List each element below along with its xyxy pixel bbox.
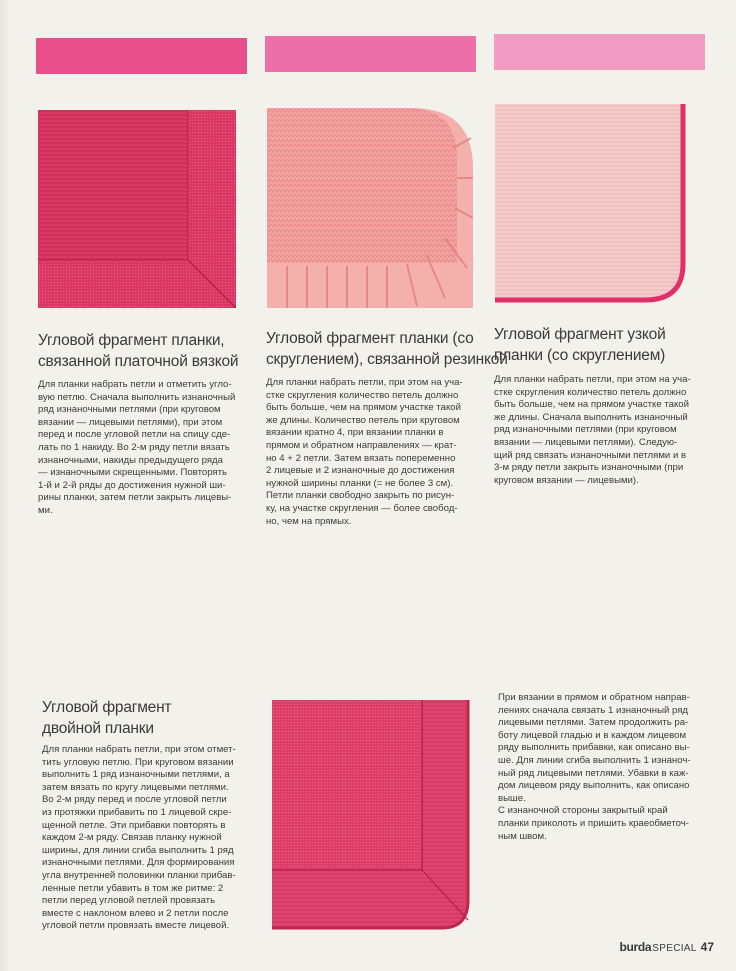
body-line: щенной петле. Эти прибавки повторять в: [42, 819, 226, 831]
body-line: 3-м ряду петли закрыть изнаночными (при: [494, 462, 684, 474]
brand-special: SPECIAL: [652, 943, 697, 954]
body-line: боту лицевой гладью и в каждом лицевом: [498, 729, 687, 741]
body-narrow-rounded: [494, 374, 708, 487]
body-line: планки приколоть и пришить краеобметоч-: [498, 817, 689, 829]
body-line: ряду выполнить прибавки, как описано вы-: [498, 742, 690, 754]
heading-narrow-rounded: [494, 324, 714, 366]
body-double-band: [42, 744, 256, 933]
body-line: ряд изнаночными петлями (при круговом: [494, 424, 677, 436]
body-line: рины планки, затем петли закрыть лицевы-: [38, 492, 232, 504]
body-line: Для планки набрать петли, при этом на уча-: [494, 374, 691, 385]
heading-line: Угловой фрагмент планки,: [38, 332, 225, 349]
color-bar-3: [494, 34, 705, 70]
body-line: тить угловую петлю. При круговом вязании: [42, 756, 234, 768]
body-line: быть больше, чем на прямом участке такой: [494, 399, 689, 411]
swatch-double-band: [272, 700, 478, 934]
body-line: круговом вязании — лицевыми).: [494, 474, 639, 486]
page-gutter-shadow: [0, 0, 10, 971]
body-line: выше.: [498, 792, 526, 804]
color-bar-1: [36, 38, 247, 74]
body-line: вязании — лицевыми петлями). Следую-: [494, 436, 678, 448]
body-garter-corner: [38, 379, 244, 518]
body-line: перед и после угловой петли на спицу сде-: [38, 429, 231, 441]
body-line: быть больше, чем на прямом участке такой: [266, 402, 461, 414]
body-line: 2 лицевые и 2 изнаночные до достижения: [266, 465, 455, 477]
body-line: Для планки набрать петли, при этом на уча-: [266, 377, 463, 388]
body-line: ряд изнаночными петлями (при круговом: [38, 404, 221, 416]
body-line: Для планки набрать петли, при этом отмет-: [42, 744, 236, 755]
body-line: вую петлю. Сначала выполнить изнаночный: [38, 391, 236, 403]
body-line: ми.: [38, 504, 53, 516]
body-line: из протяжки прибавить по 1 лицевой скре-: [42, 806, 232, 818]
body-line: 1-й и 2-й ряды до достижения нужной ши-: [38, 479, 226, 491]
body-double-band-continued: [498, 692, 712, 843]
body-line: лицевыми петлями. Затем продолжить ра-: [498, 717, 689, 729]
body-line: прямом и обратном направлениях — крат-: [266, 439, 457, 451]
body-line: изнаночными петлями. Для формирования: [42, 857, 235, 869]
body-line: Для планки набрать петли и отметить угло-: [38, 379, 232, 390]
body-line: При вязании в прямом и обратном направ-: [498, 692, 690, 703]
body-line: лать по 1 накиду. Во 2-м ряду петли вязать: [38, 441, 230, 453]
body-line: Во 2-м ряду перед и после угловой петли: [42, 794, 227, 806]
heading-line: планки (со скруглением): [494, 347, 666, 364]
body-line: вязании кратно 4, при вязании планки в: [266, 427, 444, 439]
page-footer: [619, 940, 714, 954]
body-line: ширины, для линии сгиба выполнить 1 ряд: [42, 844, 234, 856]
heading-line: двойной планки: [42, 720, 154, 737]
swatch-garter-corner: [38, 110, 236, 308]
body-line: ный ряд лицевыми петлями. Убавки в каж-: [498, 767, 689, 779]
heading-garter-corner: [38, 330, 248, 372]
heading-line: Угловой фрагмент планки (со: [266, 330, 474, 347]
swatch-narrow-rounded: [495, 104, 691, 304]
heading-line: связанной платочной вязкой: [38, 353, 239, 370]
body-line: же длины. Количество петель при круговом: [266, 414, 460, 426]
body-line: угловой петли провязать вместе лицевой.: [42, 920, 230, 932]
body-line: С изнаночной стороны закрытый край: [498, 805, 668, 817]
color-bar-2: [265, 36, 476, 72]
body-line: петли перед угловой петлей провязать: [42, 895, 216, 907]
swatch-ribbed-rounded: [267, 108, 473, 318]
heading-line: скруглением), связанной резинкой: [266, 351, 508, 368]
heading-double-band: [42, 697, 252, 739]
body-line: Петли планки свободно закрыть по рисун-: [266, 490, 455, 502]
body-line: каждом 2-м ряду. Связав планку нужной: [42, 832, 222, 844]
body-line: вместе с наклоном влево и 2 петли после: [42, 907, 229, 919]
body-line: стке скругления количество петель должно: [266, 389, 459, 401]
brand-logo: burda: [619, 940, 652, 954]
body-line: — изнаночными скрещенными. Повторять: [38, 467, 228, 479]
body-line: же длины. Сначала выполнить изнаночный: [494, 411, 688, 423]
body-line: затем вязать по кругу лицевыми петлями.: [42, 781, 229, 793]
body-line: выполнить 1 ряд изнаночными петлями, а: [42, 769, 230, 781]
page-number: 47: [700, 940, 714, 954]
body-line: ным швом.: [498, 830, 547, 842]
body-line: вязании — лицевыми петлями), при этом: [38, 416, 223, 428]
body-line: изнаночными, накиды предыдущего ряда: [38, 454, 223, 466]
body-line: дом лицевом ряду выполнить, как описано: [498, 780, 690, 792]
body-ribbed-rounded: [266, 377, 480, 528]
body-line: угла внутренней половинки планки прибав-: [42, 869, 236, 881]
heading-ribbed-rounded: [266, 328, 508, 370]
body-line: ше. Для линии сгиба выполнить 1 изнаноч-: [498, 754, 691, 766]
body-line: но 4 + 2 петли. Затем вязать попеременно: [266, 452, 456, 464]
body-line: ку, на участке скругления — более свобод-: [266, 502, 458, 514]
heading-line: Угловой фрагмент: [42, 699, 172, 716]
body-line: но, чем на прямых.: [266, 515, 352, 527]
body-line: щий ряд связать изнаночными петлями и в: [494, 449, 687, 461]
body-line: нужной ширины планки (= не более 3 см).: [266, 477, 454, 489]
heading-line: Угловой фрагмент узкой: [494, 326, 666, 343]
body-line: ленные петли убавить в том же ритме: 2: [42, 882, 224, 894]
body-line: стке скругления количество петель должно: [494, 386, 687, 398]
body-line: лениях сначала связать 1 изнаночный ряд: [498, 704, 689, 716]
